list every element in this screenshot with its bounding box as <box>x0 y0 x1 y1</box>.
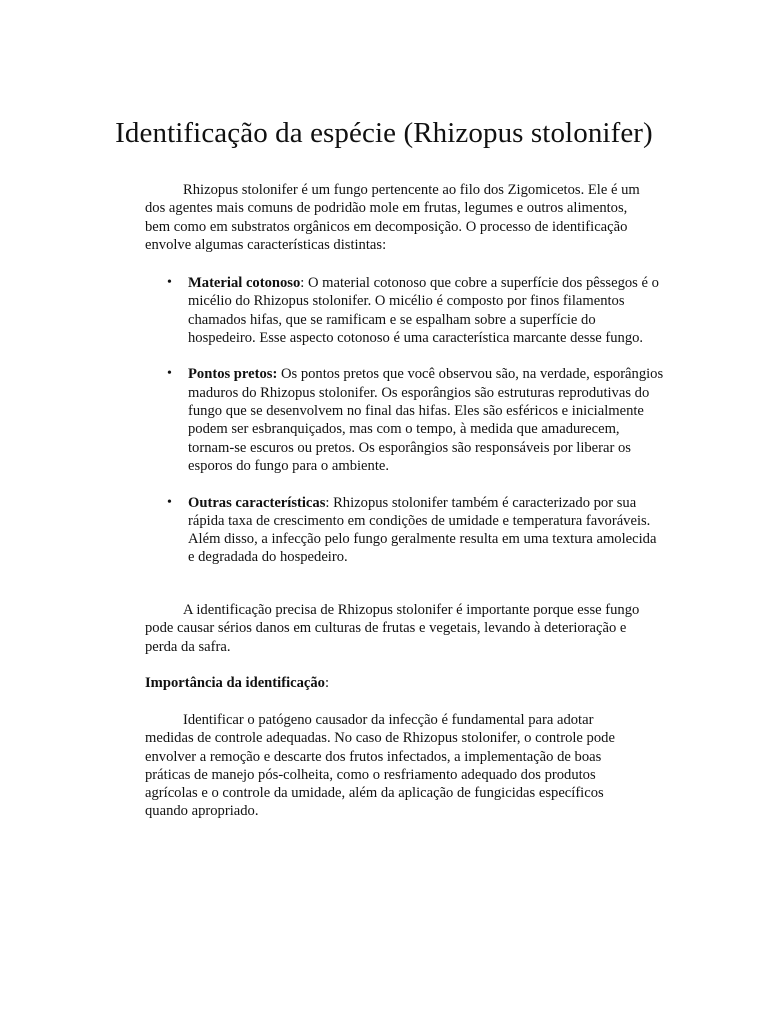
list-item-outras-caracteristicas <box>145 494 665 567</box>
bullet-dot-icon: • <box>167 366 172 382</box>
importance-paragraph: Identificar o patógeno causador da infecção é fundamental para adotar medidas de controle adequadas. No caso de Rhizopus stolonifer, o controle pode envolver a remoção e descarte dos frutos infectados, a implementação de boas práticas de manejo pós-colheita, como o resfriamento adequado dos produtos agrícolas e o controle da umidade, além da aplicação de fungicidas específicos quando apropriado. <box>145 712 615 820</box>
bullet-dot-icon: • <box>167 275 172 290</box>
section-heading-text: Importância da identificação <box>145 675 325 691</box>
bullet-dot-icon: • <box>167 494 172 510</box>
bullet-text: Os pontos pretos que você observou são, na verdade, esporângios maduros do Rhizopus stolonifer. Os esporângios são estruturas reprodutivas do fungo que se desenvolvem no final das hifas. Eles são esféricos e inicialmente podem ser esbranquiçados, mas com o tempo, à medida que amadurecem, tornam-se escuros ou pretos. Os esporângios são responsáveis por liberar os esporos do fungo para o ambiente. <box>188 366 664 474</box>
conclusion-paragraph: A identificação precisa de Rhizopus stolonifer é importante porque esse fungo pode causar sérios danos em culturas de frutas e vegetais, levando à deterioração e perda da safra. <box>145 602 640 655</box>
bullet-term: Outras características <box>188 494 326 511</box>
bullet-text: : Rhizopus stolonifer também é caracterizado por sua rápida taxa de crescimento em condições de umidade e temperatura favoráveis. Além disso, a infecção pelo fungo geralmente resulta em uma textura amolecida e degradada do hospedeiro. <box>188 494 657 566</box>
section-heading-colon: : <box>324 675 330 691</box>
bullet-term: Pontos pretos: <box>188 366 278 383</box>
document-title: Identificação da espécie (Rhizopus stolonifer) <box>115 117 653 149</box>
bullet-text: : O material cotonoso que cobre a superfície dos pêssegos é o micélio do Rhizopus stolonifer. O micélio é composto por finos filamentos chamados hifas, que se ramificam e se espalham sobre a superfície do hospedeiro. Esse aspecto cotonoso é uma característica marcante desse fungo. <box>188 275 659 346</box>
characteristics-list <box>145 274 665 585</box>
section-heading <box>145 674 645 692</box>
bullet-term: Material cotonoso <box>188 275 301 291</box>
list-item-pontos-pretos <box>145 365 665 475</box>
list-item-material-cotonoso <box>145 274 665 347</box>
intro-paragraph: Rhizopus stolonifer é um fungo pertencente ao filo dos Zigomicetos. Ele é um dos agentes mais comuns de podridão mole em frutas, legumes e outros alimentos, bem como em substratos orgânicos em decomposição. O processo de identificação envolve algumas características distintas: <box>145 182 640 253</box>
